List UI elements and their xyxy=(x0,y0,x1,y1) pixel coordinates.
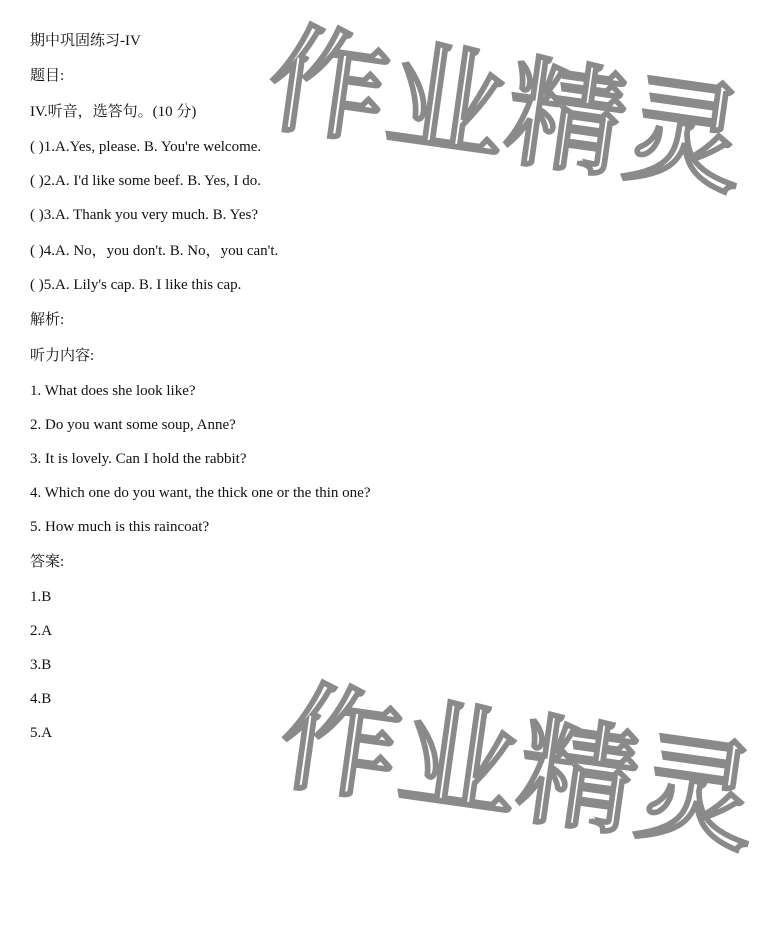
listening-item-2: 2. Do you want some soup, Anne? xyxy=(30,417,236,433)
answer-heading: 答案: xyxy=(30,554,65,570)
answer-item-5: 5.A xyxy=(30,725,53,741)
listening-heading: 听力内容: xyxy=(30,348,95,364)
listening-item-5: 5. How much is this raincoat? xyxy=(30,519,210,535)
document-title: 期中巩固练习-IV xyxy=(30,33,141,49)
question-item-1: ( )1.A.Yes, please. B. You're welcome. xyxy=(30,139,262,155)
answer-item-3: 3.B xyxy=(30,657,52,673)
analysis-heading: 解析: xyxy=(30,312,65,328)
question-item-4: ( )4.A. No，you don't. B. No，you can't. xyxy=(30,243,279,259)
watermark-top: 作业精灵 xyxy=(260,8,755,213)
answer-item-2: 2.A xyxy=(30,623,53,639)
watermark-bottom: 作业精灵 xyxy=(272,666,767,871)
question-item-2: ( )2.A. I'd like some beef. B. Yes, I do. xyxy=(30,173,262,189)
question-item-5: ( )5.A. Lily's cap. B. I like this cap. xyxy=(30,277,242,293)
question-heading: 题目: xyxy=(30,68,65,84)
answer-item-1: 1.B xyxy=(30,589,52,605)
listening-item-1: 1. What does she look like? xyxy=(30,383,196,399)
listening-item-3: 3. It is lovely. Can I hold the rabbit? xyxy=(30,451,247,467)
question-item-3: ( )3.A. Thank you very much. B. Yes? xyxy=(30,207,259,223)
answer-item-4: 4.B xyxy=(30,691,52,707)
section-heading: IV.听音，选答句。(10 分) xyxy=(30,104,197,120)
listening-item-4: 4. Which one do you want, the thick one or the thin one? xyxy=(30,485,371,501)
